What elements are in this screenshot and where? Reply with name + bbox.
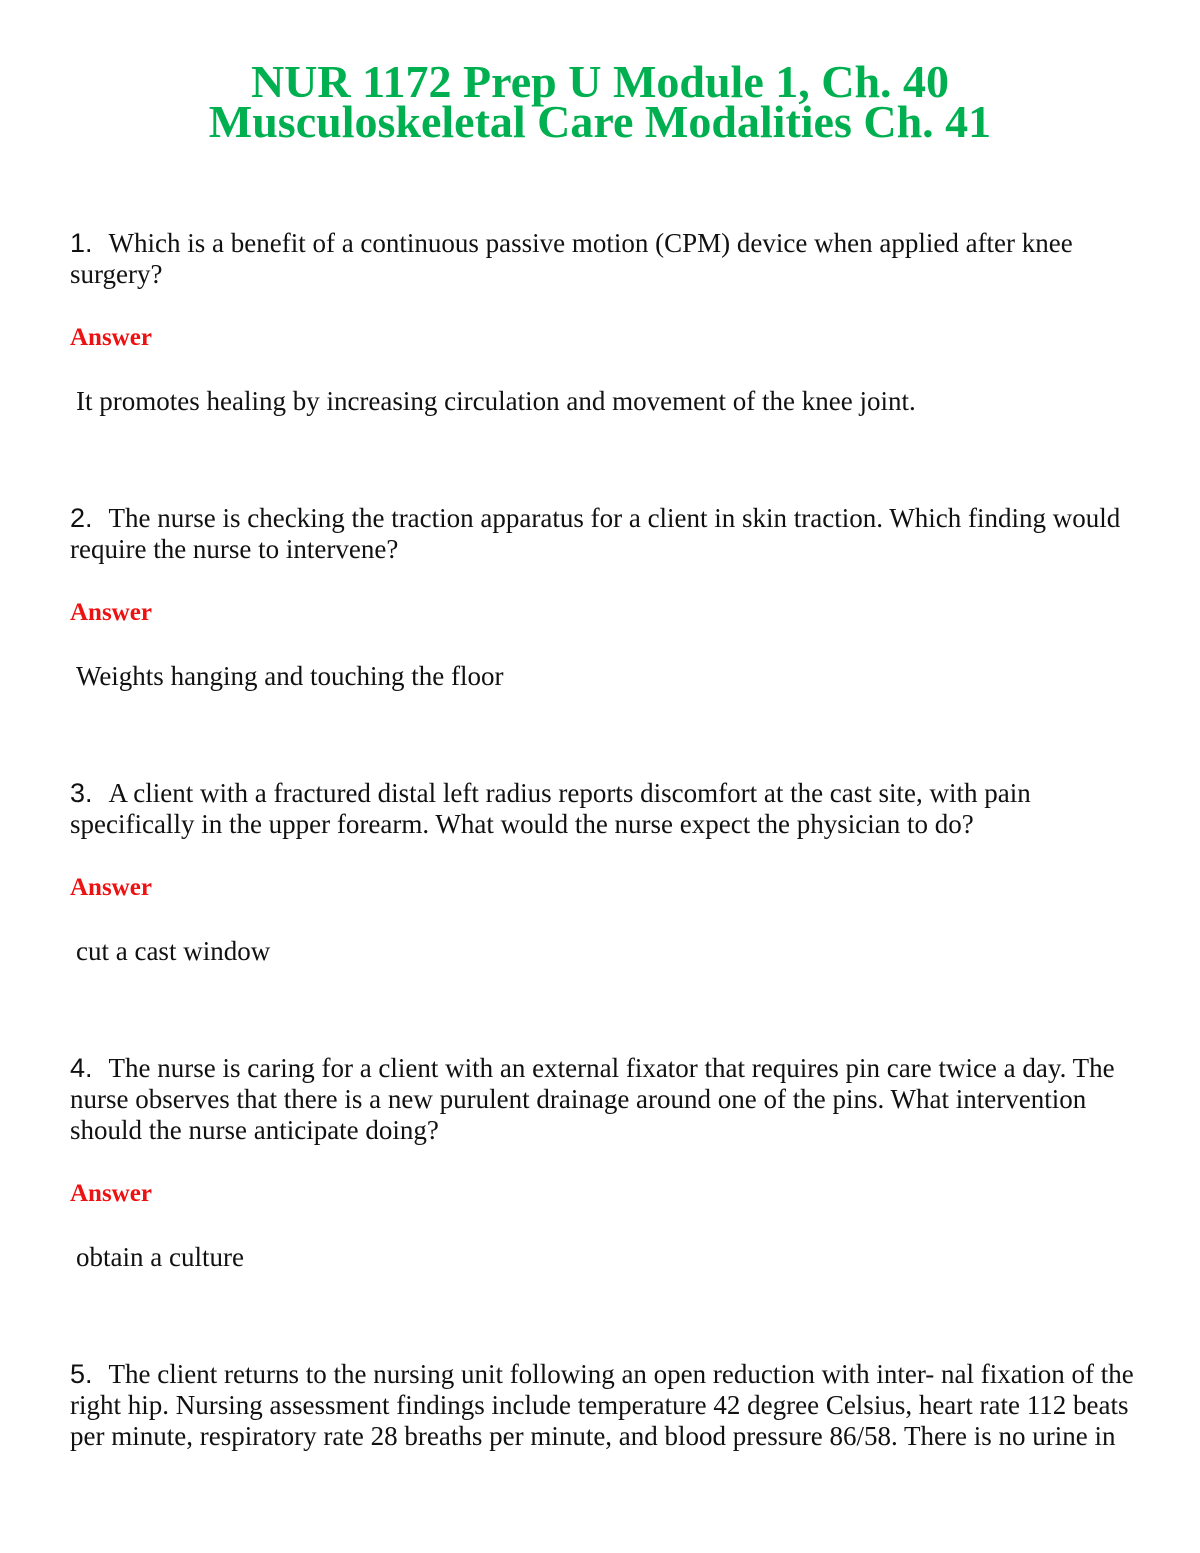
answer-label: Answer: [70, 599, 152, 626]
answer-label: Answer: [70, 1180, 152, 1207]
page-title: [0, 56, 1200, 147]
question-number: 1.: [70, 228, 93, 258]
answer-text: cut a cast window: [76, 936, 271, 966]
answer-text: Weights hanging and touching the floor: [76, 661, 504, 691]
answer-text: obtain a culture: [76, 1242, 244, 1272]
question-text: The nurse is checking the traction apparatus for a client in skin traction. Which finding would require the nurse to intervene?: [70, 503, 1121, 564]
question-number: 4.: [70, 1053, 93, 1083]
question-3: [70, 778, 1135, 840]
answer-text: It promotes healing by increasing circulation and movement of the knee joint.: [76, 386, 916, 416]
question-number: 2.: [70, 503, 93, 533]
question-number: 5.: [70, 1359, 93, 1389]
question-block-5: [70, 1359, 1135, 1452]
question-4: [70, 1053, 1135, 1146]
question-block-4: [70, 1053, 1135, 1272]
question-text: The client returns to the nursing unit following an open reduction with inter- nal fixation of the right hip. Nursing assessment findings include temperature 42 degree Celsius, heart rate 112 beats per minute, respiratory rate 28 breaths per minute, and blood pressure 86/58. There is no urine in: [70, 1359, 1134, 1451]
answer-label: Answer: [70, 874, 152, 901]
question-text: A client with a fractured distal left radius reports discomfort at the cast site, with pain specifically in the upper forearm. What would the nurse expect the physician to do?: [70, 778, 1031, 839]
question-block-3: [70, 778, 1135, 966]
answer-label: Answer: [70, 324, 152, 351]
question-number: 3.: [70, 778, 93, 808]
question-5: [70, 1359, 1135, 1452]
question-block-2: [70, 503, 1135, 691]
question-text: The nurse is caring for a client with an external fixator that requires pin care twice a day. The nurse observes that there is a new purulent drainage around one of the pins. What intervention should the nurse anticipate doing?: [70, 1053, 1115, 1145]
question-block-1: [70, 228, 1135, 416]
title-line-1: NUR 1172 Prep U Module 1, Ch. 40: [250, 56, 950, 107]
question-2: [70, 503, 1135, 565]
question-1: [70, 228, 1135, 290]
question-text: Which is a benefit of a continuous passive motion (CPM) device when applied after knee surgery?: [70, 228, 1073, 289]
title-line-2: Musculoskeletal Care Modalities Ch. 41: [208, 96, 992, 147]
